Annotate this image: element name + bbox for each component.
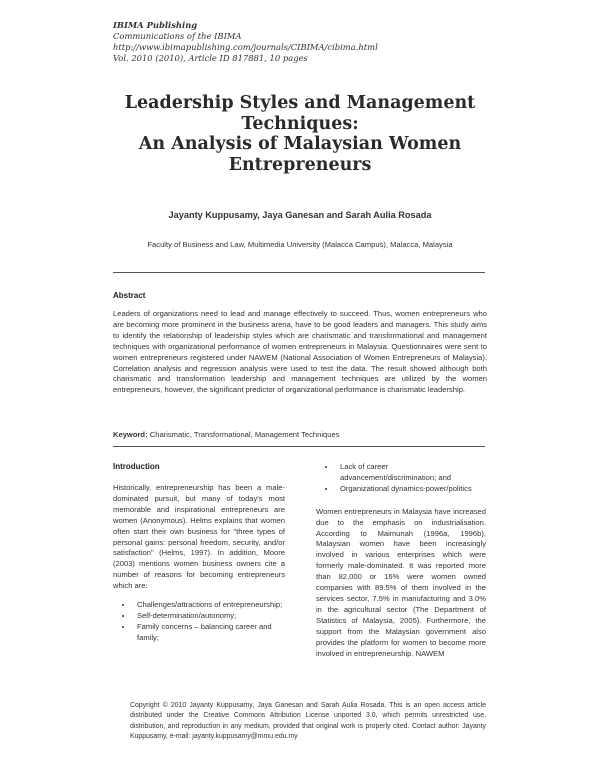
list-item: • Challenges/attractions of entrepreneurship; [133,600,285,611]
divider-top [113,272,485,273]
journal-header [113,20,378,64]
divider-bottom [113,446,485,447]
abstract-heading: Abstract [113,291,146,300]
journal-url[interactable]: http://www.ibimapublishing.com/journals/CIBIMA/cibima.html [113,42,378,52]
right-column [316,462,486,659]
title-line: Entrepreneurs [228,154,372,175]
publisher-name: IBIMA Publishing [113,20,198,30]
volume-info: Vol. 2010 (2010), Article ID 817881, 10 pages [113,53,308,63]
title-line: Leadership Styles and Management [124,93,476,113]
body-paragraph: Women entrepreneurs in Malaysia have increased due to the emphasis on industrialisation. According to Maimunah (1996a, 1996b), Malaysian women have been increasingly involved in various enterprises which were formerly male-dominated. It was reported more than 82,000 or 16% were women owned companies with 89.5% of them involved in the services sector, 7.5% in manufacturing and 3.0% in the agricultural sector (The Department of Statistics of Malaysia, 2005). Furthermore, the support from the Malaysian government also provides the platform for women to become more involved in entrepreneurship. NAWEM [316,506,486,658]
title-line: An Analysis of Malaysian Women [138,134,462,154]
introduction-paragraph: Historically, entrepreneurship has been a male-dominated pursuit, but many of today's most memorable and inspirational entrepreneurs are women (Anonymous). Helms explains that women often start their own business for "three types of personal gains: personal freedom, security, and/or satisfaction" (Helms, 1997). In addition, Moore (2003) mentions women business owners cite a number of reasons for becoming entrepreneurs which are: [113,483,285,591]
list-item: • Self-determination/autonomy; [133,611,285,622]
abstract-text: Leaders of organizations need to lead and manage effectively to succeed. Thus, women entrepreneurs who are becoming more prominent in the business arena, have to be good leaders and managers. This study aims to identify the relationship of leadership styles which are charismatic and transformational and management techniques with organizational performance of women entrepreneurs in Malaysia. Questionnaires were sent to women entrepreneurs registered under NAWEM (National Association of Women Entrepreneurs of Malaysia). Correlation analysis and regression analysis were used to test the data. The result showed although both charismatic and transformation leadership and management techniques are utilized by the women entrepreneurs, however, the significant predictor of organizational performance is charismatic leadership. [113,309,487,395]
reasons-list [113,600,285,644]
left-column [113,483,285,644]
keywords-text: Charismatic, Transformational, Management Techniques [149,430,340,439]
paper-title [90,93,510,175]
title-line: Techniques: [241,113,359,134]
journal-name: Communications of the IBIMA [113,31,242,41]
list-item: • Family concerns – balancing career and family; [133,622,285,644]
author-list: Jayanty Kuppusamy, Jaya Ganesan and Sarah Aulia Rosada [168,210,432,220]
keywords-label: Keyword: [113,430,148,439]
list-item: • Organizational dynamics-power/politics [336,484,486,495]
list-item: • Lack of career advancement/discrimination; and [336,462,486,484]
copyright-notice: Copyright © 2010 Jayanty Kuppusamy, Jaya Ganesan and Sarah Aulia Rosada. This is an open access article distributed under the Creative Commons Attribution License unported 3.0, which permits unrestricted use, distribution, and reproduction in any medium, provided that original work is properly cited. Contact author: Jayanty Kuppusamy, e-mail: jayanty.kuppusamy@mmu.edu.my [130,702,486,740]
introduction-heading: Introduction [113,462,160,471]
affiliation: Faculty of Business and Law, Multimedia University (Malacca Campus), Malacca, Malaysia [147,240,453,249]
keywords-line [113,430,340,439]
reasons-list-continued [316,462,486,495]
